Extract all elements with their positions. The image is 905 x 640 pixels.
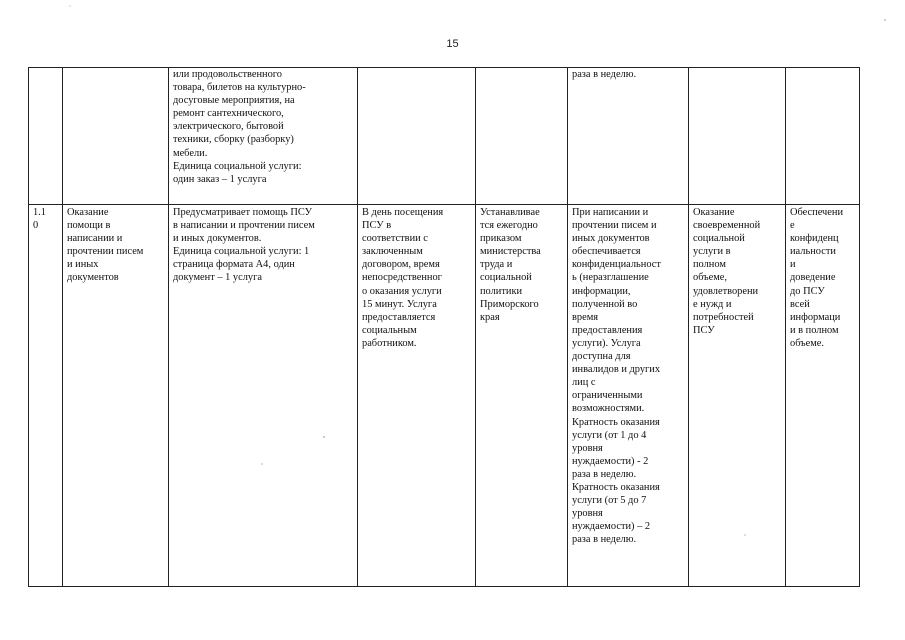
cell-conditions: раза в неделю. — [568, 68, 689, 205]
cell-description: Предусматривает помощь ПСУ в написании и прочтении писем и иных документов. Единица социальной услуги: 1 страница формата А4, один документ – 1 услуга — [169, 205, 358, 587]
services-table — [28, 67, 860, 587]
table-row-continuation — [29, 68, 860, 205]
cell-timing — [358, 68, 476, 205]
cell-quality — [689, 68, 786, 205]
cell-number: 1.1 0 — [29, 205, 63, 587]
cell-number — [29, 68, 63, 205]
cell-evaluation: Обеспечени е конфиденц иальности и доведение до ПСУ всей информаци и в полном объеме. — [786, 205, 860, 587]
cell-tariff: Устанавливае тся ежегодно приказом министерства труда и социальной политики Приморского края — [476, 205, 568, 587]
cell-timing: В день посещения ПСУ в соответствии с заключенным договором, время непосредственног о оказания услуги 15 минут. Услуга предоставляется социальным работником. — [358, 205, 476, 587]
table-row-1-10 — [29, 205, 860, 587]
cell-conditions: При написании и прочтении писем и иных документов обеспечивается конфиденциальност ь (неразглашение информации, полученной во время предоставления услуги). Услуга доступна для инвалидов и других лиц с ограниченными возможностями. Кратность оказания услуги (от 1 до 4 уровня нуждаемости) - 2 раза в неделю. Кратность оказания услуги (от 5 до 7 уровня нуждаемости) – 2 раза в неделю. — [568, 205, 689, 587]
cell-tariff — [476, 68, 568, 205]
cell-quality: Оказание своевременной социальной услуги в полном объеме, удовлетворени е нужд и потребностей ПСУ — [689, 205, 786, 587]
cell-description: или продовольственного товара, билетов на культурно- досуговые мероприятия, на ремонт сантехнического, электрического, бытовой техники, сборку (разборку) мебели. Единица социальной услуги: один заказ – 1 услуга — [169, 68, 358, 205]
cell-service-name: Оказание помощи в написании и прочтении писем и иных документов — [63, 205, 169, 587]
page-number: 15 — [446, 38, 459, 50]
cell-service-name — [63, 68, 169, 205]
cell-evaluation — [786, 68, 860, 205]
